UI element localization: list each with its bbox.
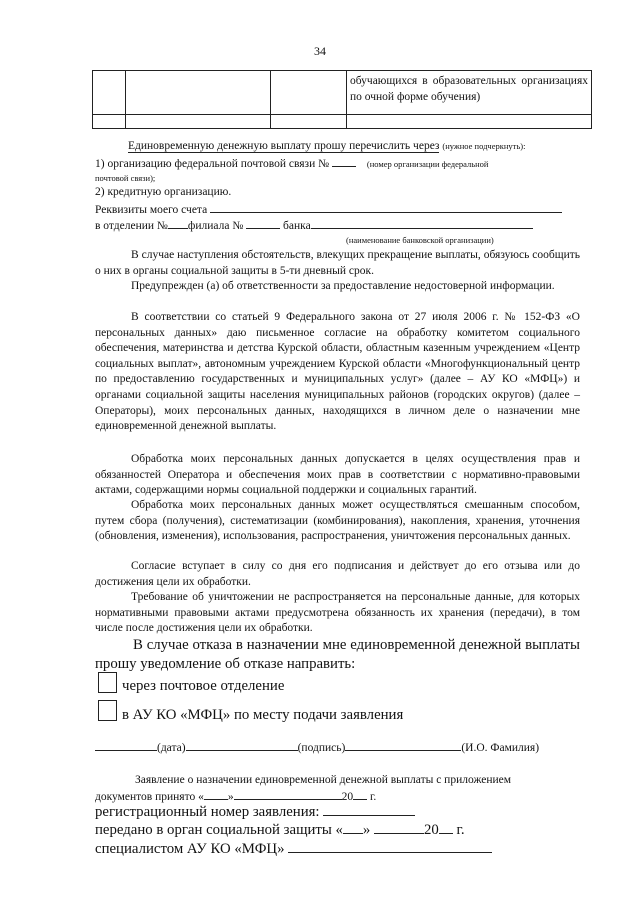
account-label: Реквизиты моего счета bbox=[95, 204, 208, 216]
account-field[interactable] bbox=[210, 202, 562, 213]
accepted-quote: » bbox=[227, 791, 234, 803]
payment-intro-note: (нужное подчеркнуть): bbox=[442, 141, 526, 151]
accepted-day-field[interactable] bbox=[204, 789, 228, 800]
reg-number-field[interactable] bbox=[323, 803, 415, 816]
name-caption: (И.О. Фамилия) bbox=[461, 742, 540, 754]
date-caption: (дата) bbox=[157, 742, 186, 754]
department-label: в отделении № bbox=[95, 220, 168, 232]
paragraph-responsibility: Предупрежден (а) об ответственности за предоставление недостоверной информации. bbox=[131, 280, 555, 292]
accepted-label: документов принято « bbox=[95, 791, 204, 803]
accepted-g: г. bbox=[369, 791, 377, 803]
branch-number-field[interactable] bbox=[246, 218, 280, 229]
transferred-g: г. bbox=[456, 822, 465, 838]
table-cell bbox=[271, 71, 347, 115]
table-cell bbox=[93, 115, 126, 129]
option-post-checkbox[interactable] bbox=[98, 672, 117, 693]
account-row bbox=[95, 202, 562, 216]
transferred-label: передано в орган социальной защиты « bbox=[95, 822, 343, 838]
name-field[interactable] bbox=[345, 740, 461, 751]
payment-option-1-note: (номер организации федеральной bbox=[366, 159, 489, 169]
transferred-day-field[interactable] bbox=[343, 821, 363, 834]
transferred-month-field[interactable] bbox=[374, 821, 424, 834]
post-office-number-field[interactable] bbox=[332, 156, 356, 167]
accepted-line-a: Заявление о назначении единовременной денежной выплаты с приложением bbox=[135, 774, 512, 786]
accepted-month-field[interactable] bbox=[234, 789, 342, 800]
payment-option-2: 2) кредитную организацию. bbox=[95, 186, 232, 198]
table-row bbox=[93, 71, 592, 115]
bank-label: банка bbox=[283, 220, 311, 232]
bank-row bbox=[95, 218, 533, 232]
table-row bbox=[93, 115, 592, 129]
specialist-field[interactable] bbox=[288, 840, 492, 853]
table-cell bbox=[126, 71, 271, 115]
table-cell bbox=[93, 71, 126, 115]
department-number-field[interactable] bbox=[168, 218, 188, 229]
transferred-year: 20 bbox=[424, 822, 439, 838]
paragraph-processing-method: Обработка моих персональных данных может осуществляться смешанным способом, путем сбора (получения), систематизации (комбинирования), накопления, хранения, уточнения (обновления, изменения), использования, распространения, уничтожения персональных данных. bbox=[95, 499, 580, 543]
option-post-label: через почтовое отделение bbox=[122, 678, 285, 694]
reg-number-row bbox=[95, 803, 415, 821]
payment-intro bbox=[128, 140, 525, 152]
signature-caption: (подпись) bbox=[297, 742, 346, 754]
paragraph-consent: В соответствии со статьей 9 Федерального закона от 27 июля 2006 г. № 152-ФЗ «О персональных данных» даю письменное согласие на обработку комитетом социального обеспечения, материнства и детства Курской области, областным казенным учреждением «Центр социальных выплат», автономным учреждением Курской области «Многофункциональный центр по предоставлению государственных и муниципальных услуг» (далее – АУ КО «МФЦ») и органами социальной защиты населения муниципальных районов (городских округов) (далее – Операторы), моих персональных данных, находящихся в личном деле о назначении мне единовременной денежной выплаты. bbox=[95, 311, 580, 433]
accepted-year-field[interactable] bbox=[353, 789, 367, 800]
refusal-text: В случае отказа в назначении мне единовременной денежной выплаты прошу уведомление об отказе направить: bbox=[95, 637, 580, 672]
bank-note: (наименование банковской организации) bbox=[346, 235, 494, 245]
signature-row bbox=[95, 740, 539, 754]
table-cell bbox=[271, 115, 347, 129]
specialist-row bbox=[95, 840, 492, 858]
specialist-label: специалистом АУ КО «МФЦ» bbox=[95, 841, 285, 857]
payment-option-1 bbox=[95, 156, 488, 170]
bank-name-field[interactable] bbox=[311, 218, 533, 229]
table-cell bbox=[347, 115, 592, 129]
paragraph-destruction: Требование об уничтожении не распространяется на персональные данные, для которых нормативными правовыми актами предусмотрена обязанность их хранения (передачи), в том числе после достижения цели их обработки. bbox=[95, 591, 580, 635]
signature-field[interactable] bbox=[186, 740, 298, 751]
table-cell bbox=[126, 115, 271, 129]
payment-option-1-note-b: почтовой связи); bbox=[95, 173, 156, 183]
branch-label: филиала № bbox=[187, 220, 244, 232]
transferred-year-field[interactable] bbox=[439, 821, 453, 834]
accepted-year: 20 bbox=[341, 791, 354, 803]
page-number: 34 bbox=[314, 44, 326, 58]
payment-option-1-text: 1) организацию федеральной почтовой связи № bbox=[95, 158, 330, 170]
payment-intro-text: Единовременную денежную выплату прошу перечислить через bbox=[128, 140, 440, 152]
paragraph-validity: Согласие вступает в силу со дня его подписания и действует до его отзыва или до достижения цели их обработки. bbox=[95, 560, 580, 588]
date-field[interactable] bbox=[95, 740, 157, 751]
accepted-line-b bbox=[95, 789, 376, 803]
paragraph-obligation: В случае наступления обстоятельств, влекущих прекращение выплаты, обязуюсь сообщить о них в органы социальной защиты в 5-ти дневный срок. bbox=[95, 249, 580, 277]
option-mfc-label: в АУ КО «МФЦ» по месту подачи заявления bbox=[122, 707, 404, 723]
option-mfc-checkbox[interactable] bbox=[98, 700, 117, 721]
transferred-quote: » bbox=[362, 822, 371, 838]
table-cell: обучающихся в образовательных организациях по очной форме обучения) bbox=[347, 71, 592, 115]
reg-number-label: регистрационный номер заявления: bbox=[95, 804, 320, 820]
transferred-row bbox=[95, 821, 465, 839]
paragraph-processing-purpose: Обработка моих персональных данных допускается в целях осуществления прав и обязанностей Оператора и обеспечения моих прав в соответствии с нормативно-правовыми актами, содержащими нормы социальной поддержки и социальных гарантий. bbox=[95, 453, 580, 497]
table bbox=[92, 70, 592, 129]
